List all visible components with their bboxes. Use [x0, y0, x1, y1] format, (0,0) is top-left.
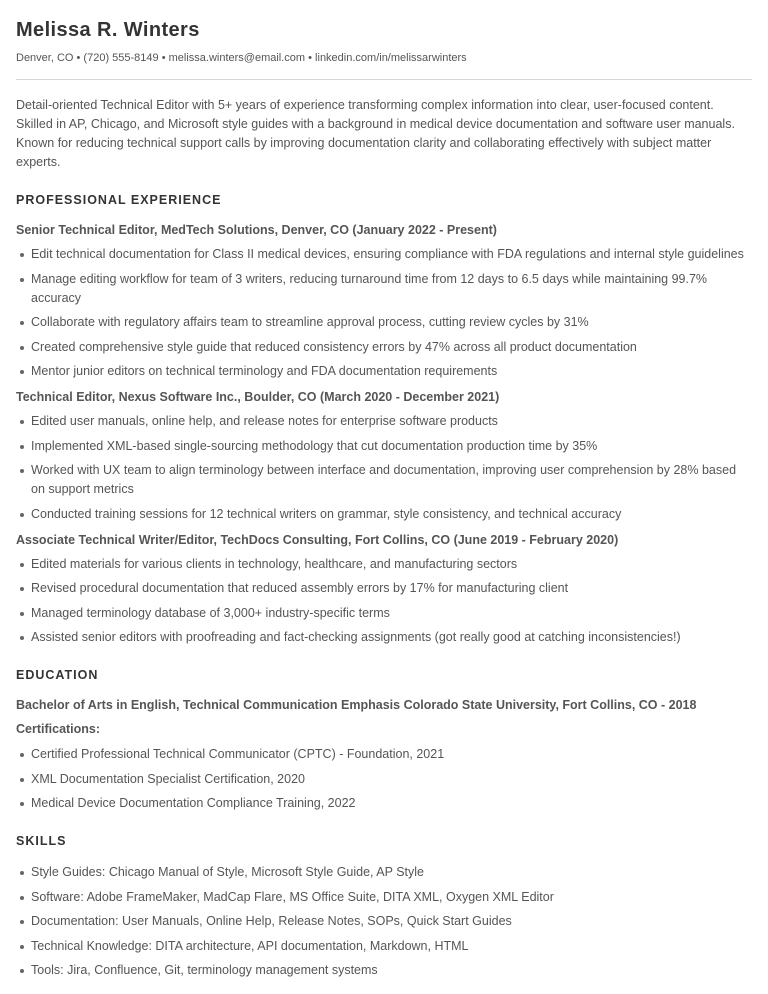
job-heading: Senior Technical Editor, MedTech Solutions, Denver, CO (January 2022 - Present): [16, 223, 497, 237]
degree: Bachelor of Arts in English, Technical Communication Emphasis Colorado State University, Fort Collins, CO - 2018: [16, 698, 697, 712]
job-entry: [16, 389, 752, 524]
list-item: Revised procedural documentation that reduced assembly errors by 17% for manufacturing client: [16, 579, 752, 598]
job-entry: [16, 532, 752, 648]
list-item: Documentation: User Manuals, Online Help, Release Notes, SOPs, Quick Start Guides: [16, 912, 752, 931]
list-item: Managed terminology database of 3,000+ industry-specific terms: [16, 604, 752, 623]
list-item: Conducted training sessions for 12 technical writers on grammar, style consistency, and technical accuracy: [16, 505, 752, 524]
list-item: Edited user manuals, online help, and release notes for enterprise software products: [16, 412, 752, 431]
candidate-name: Melissa R. Winters: [16, 19, 200, 41]
list-item: Medical Device Documentation Compliance Training, 2022: [16, 794, 752, 813]
job-heading: Associate Technical Writer/Editor, TechDocs Consulting, Fort Collins, CO (June 2019 - February 2020): [16, 532, 619, 547]
list-item: Certified Professional Technical Communicator (CPTC) - Foundation, 2021: [16, 745, 752, 764]
certifications-list: [16, 745, 752, 813]
contact-info: Denver, CO • (720) 555-8149 • melissa.winters@email.com • linkedin.com/in/melissarwinters: [16, 52, 467, 64]
job-bullets: [16, 412, 752, 524]
section-title-skills: SKILLS: [16, 834, 67, 848]
section-title-education: EDUCATION: [16, 668, 99, 682]
list-item: Assisted senior editors with proofreading and fact-checking assignments (got really good at catching inconsistencies!): [16, 628, 752, 647]
list-item: XML Documentation Specialist Certification, 2020: [16, 770, 752, 789]
list-item: Collaborate with regulatory affairs team to streamline approval process, cutting review cycles by 31%: [16, 313, 752, 332]
list-item: Software: Adobe FrameMaker, MadCap Flare, MS Office Suite, DITA XML, Oxygen XML Editor: [16, 888, 752, 907]
header-divider: [16, 79, 752, 80]
list-item: Edit technical documentation for Class II medical devices, ensuring compliance with FDA regulations and internal style guidelines: [16, 245, 752, 264]
list-item: Tools: Jira, Confluence, Git, terminology management systems: [16, 961, 752, 980]
job-heading: Technical Editor, Nexus Software Inc., Boulder, CO (March 2020 - December 2021): [16, 390, 500, 404]
skills-list: [16, 863, 752, 980]
list-item: Mentor junior editors on technical terminology and FDA documentation requirements: [16, 362, 752, 381]
list-item: Manage editing workflow for team of 3 writers, reducing turnaround time from 12 days to 6.5 days while maintaining 99.7% accuracy: [16, 270, 752, 308]
professional-summary: Detail-oriented Technical Editor with 5+ years of experience transforming complex information into clear, user-focused content. Skilled in AP, Chicago, and Microsoft style guides with a background in medical device documentation and software user manuals. Known for reducing technical support calls by improving documentation clarity and collaborating effectively with subject matter experts.: [16, 98, 735, 169]
list-item: Implemented XML-based single-sourcing methodology that cut documentation production time by 35%: [16, 437, 752, 456]
list-item: Worked with UX team to align terminology between interface and documentation, improving user comprehension by 28% based on support metrics: [16, 461, 752, 499]
section-title-experience: PROFESSIONAL EXPERIENCE: [16, 193, 222, 207]
list-item: Style Guides: Chicago Manual of Style, Microsoft Style Guide, AP Style: [16, 863, 752, 882]
list-item: Edited materials for various clients in technology, healthcare, and manufacturing sectors: [16, 555, 752, 574]
certifications-label: Certifications:: [16, 722, 101, 736]
list-item: Created comprehensive style guide that reduced consistency errors by 47% across all product documentation: [16, 338, 752, 357]
job-bullets: [16, 245, 752, 381]
list-item: Technical Knowledge: DITA architecture, API documentation, Markdown, HTML: [16, 937, 752, 956]
job-bullets: [16, 555, 752, 648]
job-entry: [16, 222, 752, 381]
